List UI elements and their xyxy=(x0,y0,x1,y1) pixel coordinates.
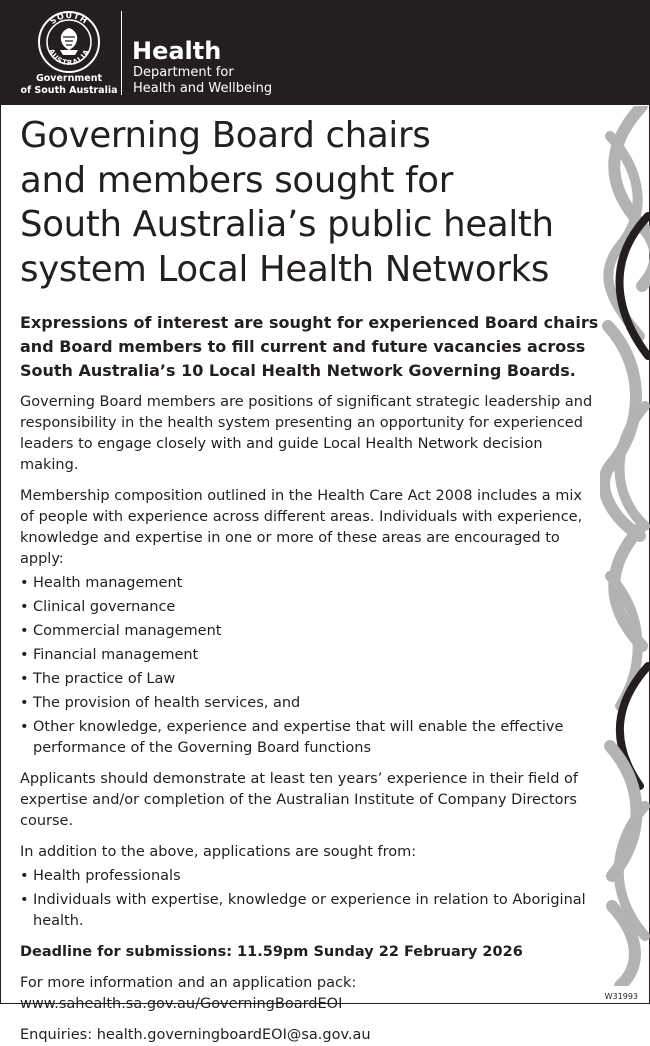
government-crest-icon xyxy=(36,10,102,74)
headline-line2: and members sought for xyxy=(20,159,453,201)
logo-divider xyxy=(121,11,122,95)
experience-requirement-paragraph: Applicants should demonstrate at least ten years’ experience in their field of expertise and/or completion of the Australian Institute of Company Directors course. xyxy=(20,771,579,829)
expertise-areas-list xyxy=(20,573,600,759)
headline-line3: South Australia’s public health xyxy=(20,204,554,245)
list-item: • The practice of Law xyxy=(20,669,600,690)
headline xyxy=(20,114,600,292)
government-of-south-australia-logo xyxy=(14,73,124,97)
more-info-link[interactable]: www.sahealth.sa.gov.au/GoverningBoardEOI xyxy=(20,996,343,1012)
advertisement-content xyxy=(20,114,600,1046)
header-banner xyxy=(0,0,650,105)
list-item: • Individuals with expertise, knowledge or experience in relation to Aboriginal health. xyxy=(20,890,600,932)
svg-text:AUSTRALIA: AUSTRALIA xyxy=(46,47,92,68)
government-line1: Government xyxy=(35,73,103,84)
decorative-ribbon xyxy=(600,106,650,986)
ad-code: W31993 xyxy=(604,992,638,1001)
lead-paragraph: Expressions of interest are sought for experienced Board chairs and Board members to fill current and future vacancies across South Australia’s 10 Local Health Network Governing Boards. xyxy=(20,313,599,380)
list-item: • Clinical governance xyxy=(20,597,600,618)
list-item: • The provision of health services, and xyxy=(20,693,600,714)
government-line2: of South Australia xyxy=(20,85,118,96)
health-logo-title: Health xyxy=(132,37,222,65)
svg-text:SOUTH: SOUTH xyxy=(48,10,90,27)
department-line2: Health and Wellbeing xyxy=(133,81,273,96)
additional-applicants-paragraph: In addition to the above, applications are sought from: xyxy=(20,844,417,860)
department-line1: Department for xyxy=(133,65,234,80)
intro-paragraph: Governing Board members are positions of significant strategic leadership and responsibility in the health system presenting an opportunity for experienced leaders to engage closely with and guide Local Health Network decision making. xyxy=(20,394,593,473)
headline-line4: system Local Health Networks xyxy=(20,248,550,290)
membership-paragraph: Membership composition outlined in the Health Care Act 2008 includes a mix of people with experience across different areas. Individuals with experience, knowledge and expertise in one or more of these areas are encouraged to apply: xyxy=(20,488,583,567)
headline-line1: Governing Board chairs xyxy=(20,115,431,156)
additional-applicants-list xyxy=(20,866,600,932)
more-info-text: For more information and an application pack: xyxy=(20,975,357,991)
list-item: • Health professionals xyxy=(20,866,600,887)
submission-deadline: Deadline for submissions: 11.59pm Sunday 22 February 2026 xyxy=(20,944,523,960)
list-item: • Health management xyxy=(20,573,600,594)
enquiries-text: Enquiries: health.governingboardEOI@sa.gov.au xyxy=(20,1027,371,1043)
list-item: • Other knowledge, experience and expertise that will enable the effective performance of the Governing Board functions xyxy=(20,717,600,759)
list-item: • Financial management xyxy=(20,645,600,666)
list-item: • Commercial management xyxy=(20,621,600,642)
